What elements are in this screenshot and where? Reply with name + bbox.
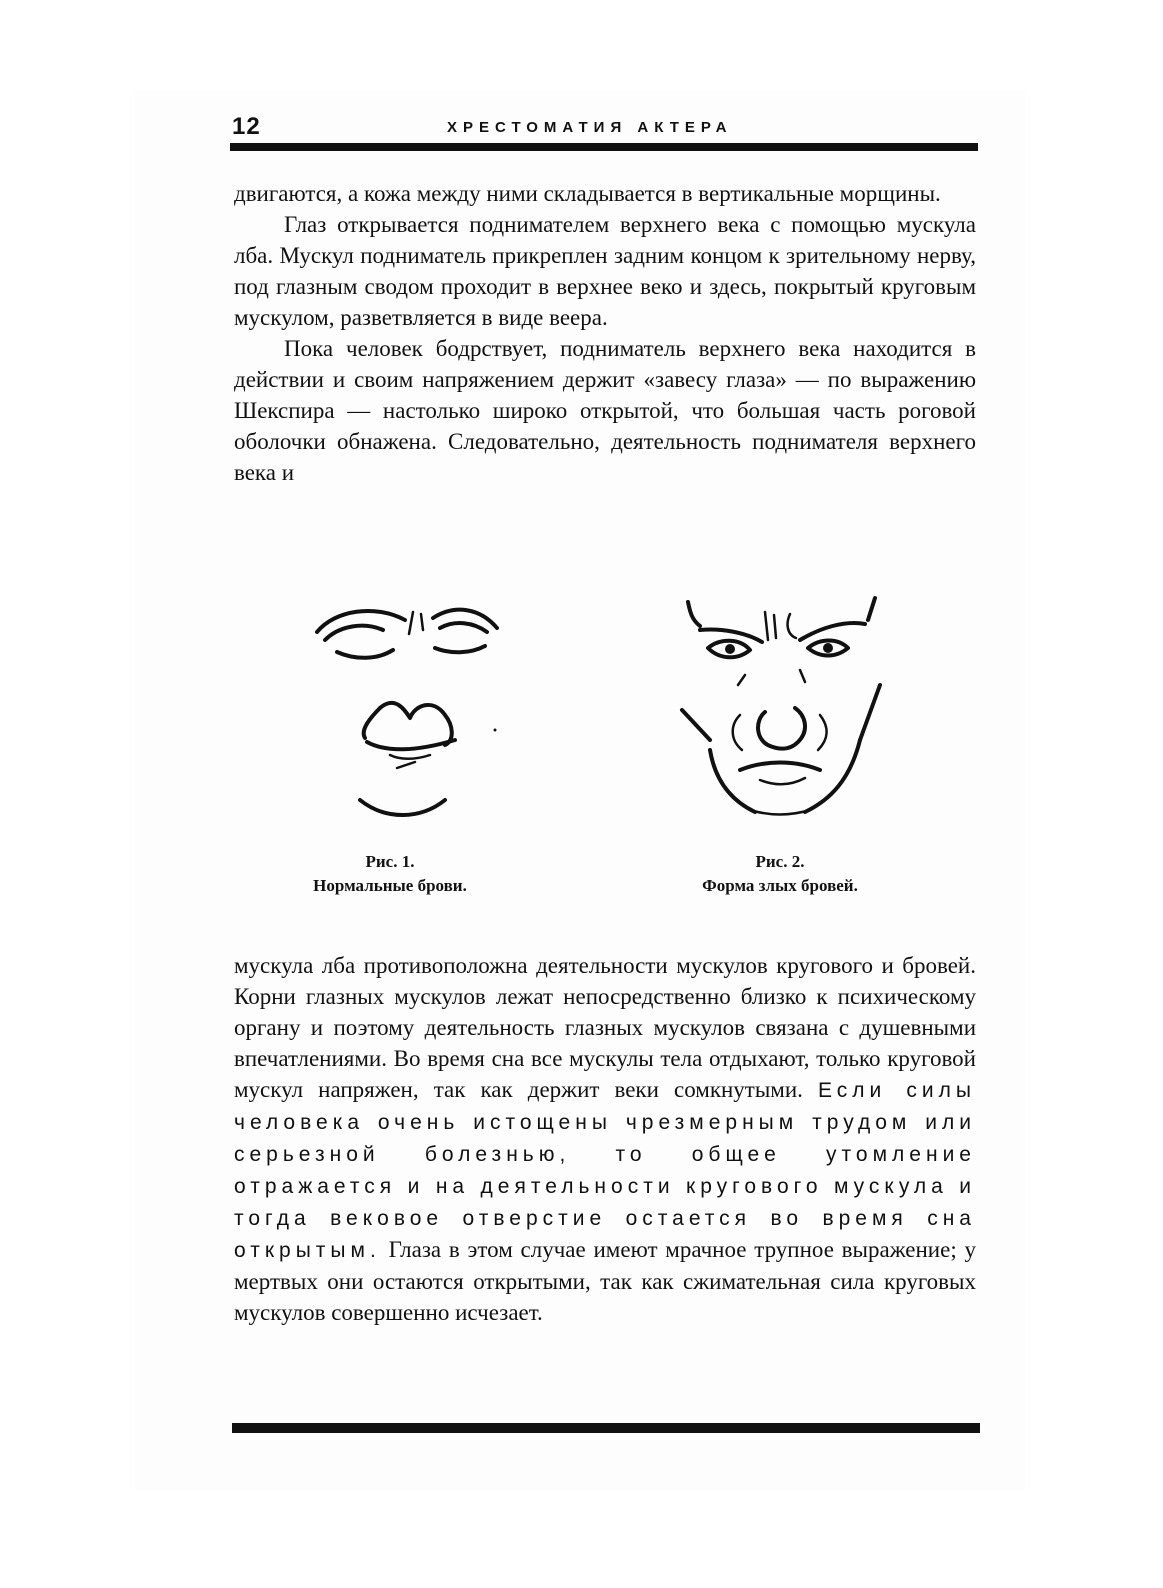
header-rule — [230, 143, 978, 151]
bottom-text-block — [234, 950, 976, 1328]
angry-brows-face-drawing — [670, 590, 885, 830]
figure-1-caption — [270, 850, 510, 898]
paragraph-eye-opening: Глаз открывается поднимателем верхнего века с помощью мускула лба. Мускул подниматель прикреплен задним концом к зрительному нерву, под глазным сводом проходит в верхнее веко и здесь, покрытый круговым мускулом, разветвляется в виде веера. — [234, 212, 976, 330]
jaw — [710, 750, 755, 812]
left-brow — [688, 602, 700, 626]
figure-1-label: Рис. 1. — [365, 852, 415, 871]
chin — [360, 800, 445, 815]
page-header — [232, 113, 977, 143]
nose — [364, 708, 380, 738]
right-eye — [435, 646, 485, 652]
normal-text-end: Глаза в этом случае имеют мрачное трупное выражение; у мертвых они остаются открытыми, так как сжимательная сила круговых мускулов совершенно исчезает. — [234, 1237, 976, 1325]
figure-2-label: Рис. 2. — [755, 852, 805, 871]
left-brow — [317, 611, 405, 632]
figure-2-caption — [650, 850, 910, 898]
normal-text-start: мускула лба противоположна деятельности мускулов кругового и бровей. Корни глазных мускулов лежат непосредственно близко к психическому органу и поэтому деятельность глазных мускулов связана с душевными впечатлениями. Во время сна все мускулы тела отдыхают, только круговой мускул напряжен, так как держит веки сомкнутыми. — [234, 953, 976, 1102]
paragraph-continued: двигаются, а кожа между ними складывается в вертикальные морщины. — [234, 181, 941, 206]
running-title: ХРЕСТОМАТИЯ АКТЕРА — [447, 119, 733, 136]
left-eye — [337, 650, 393, 658]
figure-1-text: Нормальные брови. — [313, 876, 467, 895]
spaced-emphasis-text: Если силы человека очень истощены чрезмерным трудом или серьезной болезнью, то общее утомление отражается и на деятельности кругового мускула и тогда вековое отверстие остается во время сна открытым. — [234, 1079, 976, 1262]
footer-rule — [232, 1423, 980, 1433]
normal-brows-face-drawing — [305, 590, 515, 830]
paragraph-wakefulness: Пока человек бодрствует, подниматель верхнего века находится в действии и своим напряжением держит «завесу глаза» — по выражению Шекспира — настолько широко открытой, что большая часть роговой оболочки обнажена. Следовательно, деятельность поднимателя верхнего века и — [234, 336, 976, 485]
right-brow — [868, 598, 875, 620]
figure-2 — [670, 590, 885, 830]
mouth — [367, 740, 455, 749]
paragraph-sleep — [234, 950, 976, 1328]
nose — [758, 708, 805, 749]
mouth — [740, 763, 820, 771]
page-number: 12 — [232, 113, 261, 140]
figure-2-text: Форма злых бровей. — [702, 876, 858, 895]
top-text-block — [234, 178, 976, 488]
figure-1 — [305, 590, 515, 830]
